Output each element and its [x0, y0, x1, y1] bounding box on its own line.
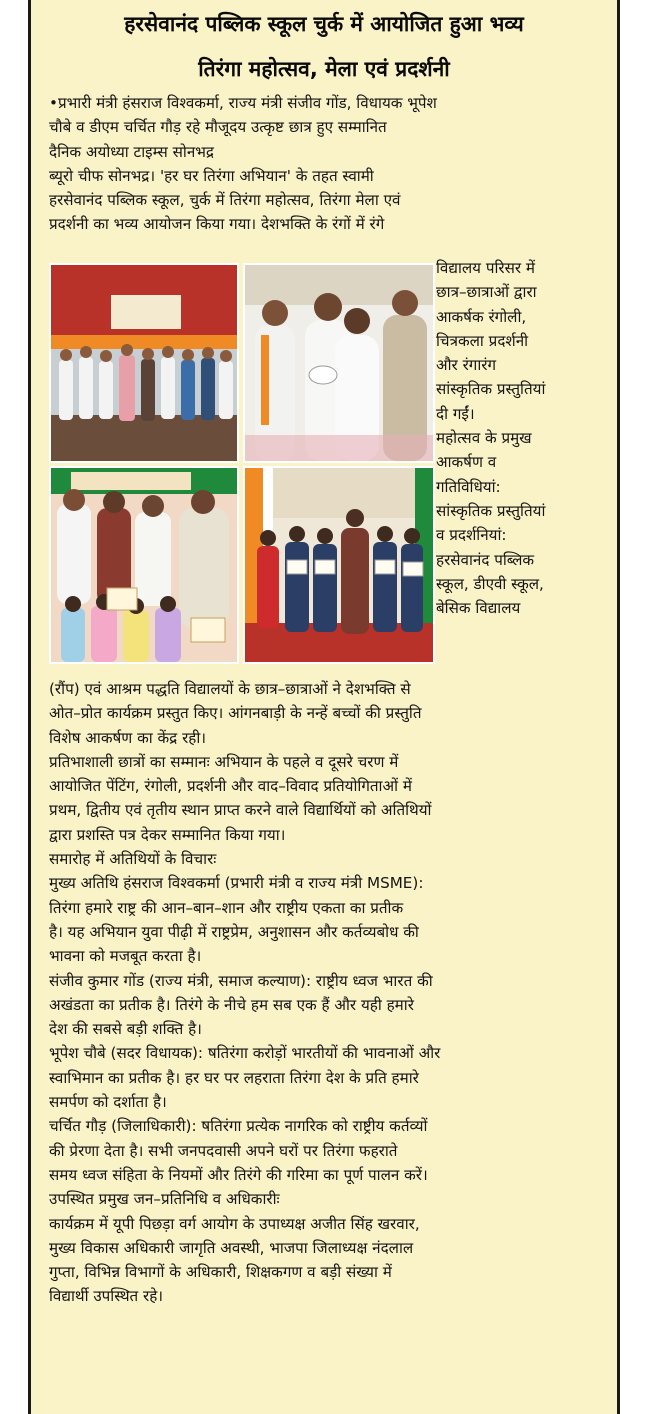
intro-line: ब्यूरो चीफ सोनभद्र। 'हर घर तिरंगा अभियान' के तहत स्वामी	[49, 166, 374, 185]
students-with-certificates-icon	[245, 468, 433, 662]
body-text-line: भावना को मजबूत करता है।	[49, 947, 202, 966]
body-text-line: समारोह में अतिथियों के विचारः	[49, 850, 217, 869]
guests-with-children-icon	[51, 468, 237, 662]
side-text-line: आकर्षण व	[436, 453, 497, 472]
side-text-line: चित्रकला प्रदर्शनी	[436, 331, 529, 350]
body-text-line: समय ध्वज संहिता के नियमों और तिरंगे की गरिमा का पूर्ण पालन करें।	[49, 1165, 428, 1184]
intro-line: चौबे व डीएम चर्चित गौड़ रहे मौजूदय उत्कृष्ट छात्र हुए सम्मानित	[49, 118, 387, 137]
side-text-line: आकर्षक रंगोली,	[436, 307, 527, 326]
body-text-line: विद्यार्थी उपस्थित रहे।	[49, 1287, 164, 1306]
body-text-line: गुप्ता, विभिन्न विभागों के अधिकारी, शिक्षकगण व बड़ी संख्या में	[49, 1263, 392, 1282]
body-text-line: विशेष आकर्षण का केंद्र रही।	[49, 728, 207, 747]
body-text-line: (रौंप) एवं आश्रम पद्धति विद्यालयों के छात्र–छात्राओं ने देशभक्ति से	[49, 680, 411, 698]
side-text-line: गतिविधियां:	[436, 477, 501, 496]
body-text-line: की प्रेरणा देता है। सभी जनपदवासी अपने घरों पर तिरंगा फहराते	[49, 1141, 398, 1160]
body-text-line: भूपेश चौबे (सदर विधायक): षतिरंगा करोड़ों भारतीयों की भावनाओं और	[49, 1044, 441, 1063]
photo-guests-children	[49, 466, 239, 664]
photo-students-certificates	[243, 466, 435, 664]
intro-paragraph	[49, 91, 605, 237]
body-text-line: तिरंगा हमारे राष्ट्र की आन–बान–शान और राष्ट्रीय एकता का प्रतीक	[49, 898, 404, 917]
headline-line-1: हरसेवानंद पब्लिक स्कूल चुर्क में आयोजित हुआ भव्य	[124, 12, 524, 36]
side-text-line: दी गईं।	[436, 404, 475, 423]
intro-line: •प्रभारी मंत्री हंसराज विश्वकर्मा, राज्य मंत्री संजीव गोंड, विधायक भूपेश	[49, 94, 437, 112]
body-text-line: समर्पण को दर्शाता है।	[49, 1093, 167, 1112]
body-text-line: देश की सबसे बड़ी शक्ति है।	[49, 1020, 202, 1039]
body-text-line: द्वारा प्रशस्ति पत्र देकर सम्मानित किया गया।	[49, 825, 286, 844]
side-text-line: बेसिक विद्यालय	[436, 599, 521, 618]
body-text-line: उपस्थित प्रमुख जन–प्रतिनिधि व अधिकारीः	[49, 1190, 280, 1209]
body-text-line: प्रतिभाशाली छात्रों का सम्मानः अभियान के पहले व दूसरे चरण में	[49, 752, 399, 771]
intro-line: प्रदर्शनी का भव्य आयोजन किया गया। देशभक्ति के रंगों में रंगे	[49, 215, 385, 234]
side-text-line: सांस्कृतिक प्रस्तुतियां	[436, 501, 546, 520]
intro-line: दैनिक अयोध्या टाइम्स सोनभद्र	[49, 142, 214, 161]
side-column-text	[436, 256, 606, 620]
side-text-line: हरसेवानंद पब्लिक	[436, 550, 535, 569]
side-text-line: सांस्कृतिक प्रस्तुतियां	[436, 380, 546, 399]
body-text-line: कार्यक्रम में यूपी पिछड़ा वर्ग आयोग के उपाध्यक्ष अजीत सिंह खरवार,	[49, 1214, 420, 1233]
body-text-line: मुख्य अतिथि हंसराज विश्वकर्मा (प्रभारी मंत्री व राज्य मंत्री MSME):	[49, 874, 424, 893]
side-text-line: छात्र–छात्राओं द्वारा	[436, 283, 537, 302]
body-text-line: मुख्य विकास अधिकारी जागृति अवस्थी, भाजपा जिलाध्यक्ष नंदलाल	[49, 1238, 414, 1257]
body-text-line: है। यह अभियान युवा पीढ़ी में राष्ट्रप्रेम, अनुशासन और कर्तव्यबोध की	[49, 922, 419, 941]
group-photo-on-stage-icon	[51, 265, 237, 461]
body-text-line: ओत–प्रोत कार्यक्रम प्रस्तुत किए। आंगनबाड़ी के नन्हें बच्चों की प्रस्तुति	[49, 704, 422, 723]
side-text-line: व प्रदर्शनियां:	[436, 526, 507, 545]
body-text-line: अखंडता का प्रतीक है। तिरंगे के नीचे हम सब एक हैं और यही हमारे	[49, 995, 414, 1014]
body-text-line: संजीव कुमार गोंड (राज्य मंत्री, समाज कल्याण): राष्ट्रीय ध्वज भारत की	[49, 971, 433, 990]
side-text-line: स्कूल, डीएवी स्कूल,	[436, 574, 544, 593]
body-text-line: प्रथम, द्वितीय एवं तृतीय स्थान प्राप्त करने वाले विद्यार्थियों को अतिथियों	[49, 801, 432, 820]
body-text-line: स्वाभिमान का प्रतीक है। हर घर पर लहराता तिरंगा देश के प्रति हमारे	[49, 1068, 419, 1087]
photo-dignitaries	[243, 263, 435, 463]
dignitaries-releasing-pigeon-icon	[245, 265, 433, 461]
headline-line-2: तिरंगा महोत्सव, मेला एवं प्रदर्शनी	[198, 57, 450, 81]
side-text-line: और रंगारंग	[436, 356, 497, 375]
side-text-line: महोत्सव के प्रमुख	[436, 429, 532, 448]
body-text-line: आयोजित पेंटिंग, रंगोली, प्रदर्शनी और वाद–विवाद प्रतियोगिताओं में	[49, 777, 412, 796]
photo-group-on-stage	[49, 263, 239, 463]
side-text-line: विद्यालय परिसर में	[436, 259, 535, 277]
intro-line: हरसेवानंद पब्लिक स्कूल, चुर्क में तिरंगा महोत्सव, तिरंगा मेला एवं	[49, 191, 401, 210]
news-article	[28, 0, 620, 1414]
main-body-text	[49, 677, 605, 1309]
body-text-line: चर्चित गौड़ (जिलाधिकारी): षतिरंगा प्रत्येक नागरिक को राष्ट्रीय कर्तव्यों	[49, 1117, 428, 1136]
